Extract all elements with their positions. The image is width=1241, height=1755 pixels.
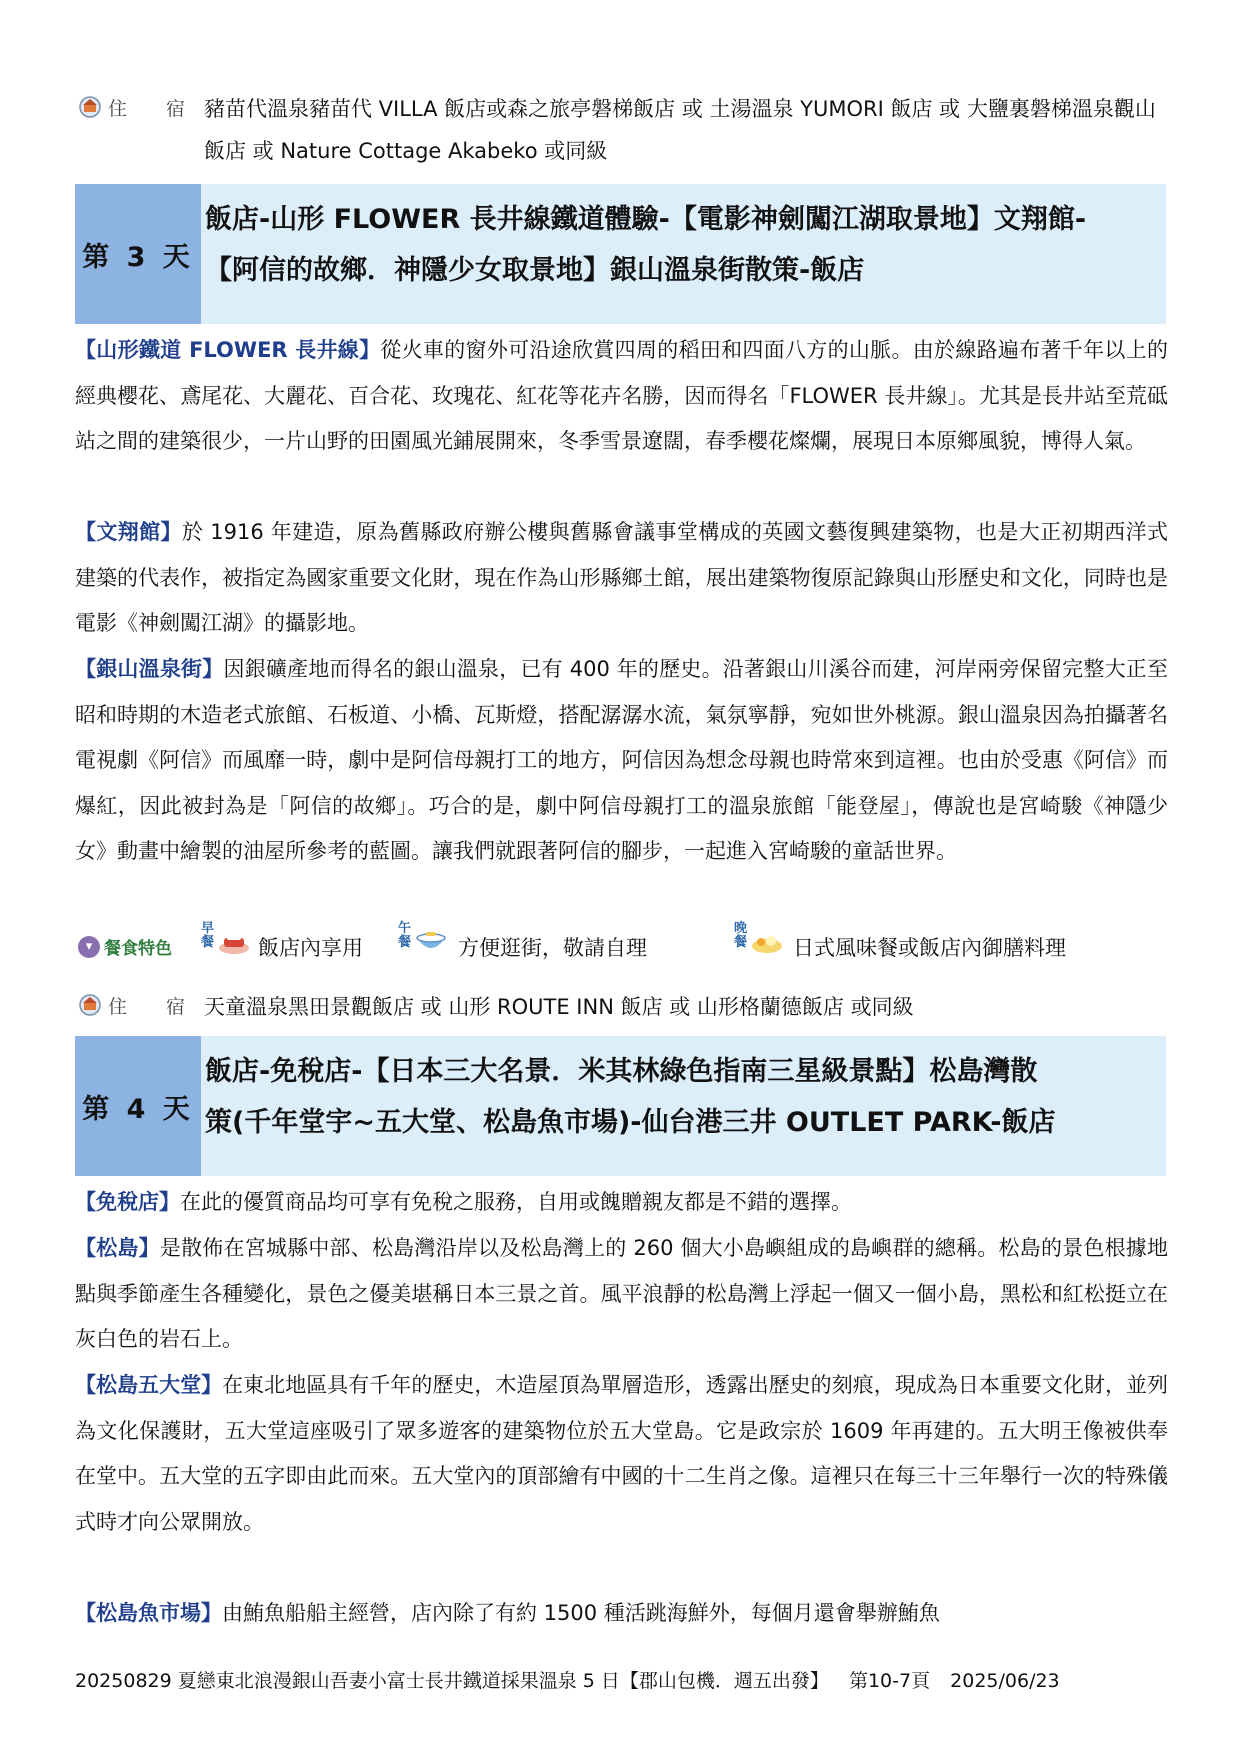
lodging-label-zhu: 住 [108, 996, 128, 1018]
lodging-text: 天童溫泉黑田景觀飯店 或 山形 ROUTE INN 飯店 或 山形格蘭德飯店 或同級 [204, 995, 914, 1019]
paragraph-keyword: 【銀山溫泉街】 [75, 657, 224, 681]
paragraph-body: 於 1916 年建造，原為舊縣政府辦公樓與舊縣會議事堂構成的英國文藝復興建築物，也是大正初期西洋式建築的代表作，被指定為國家重要文化財，現在作為山形縣鄉土館，展出建築物復原記錄與山形歷史和文化，同時也是電影《神劍闖江湖》的攝影地。 [75, 520, 1168, 635]
lunch-text: 方便逛街，敬請自理 [458, 936, 647, 960]
lodging-section-2 [78, 986, 1168, 1030]
paragraph-keyword: 【免稅店】 [75, 1190, 180, 1214]
paragraph-ginzan-onsen [75, 647, 1168, 875]
footer-date: 2025/06/23 [950, 1670, 1060, 1692]
lunch-icon [398, 922, 452, 966]
footer-tour-title: 20250829 夏戀東北浪漫銀山吾妻小富士長井鐵道採果溫泉 5 日【郡山包機．週五出發】 [75, 1670, 829, 1692]
lodging-icon [78, 994, 102, 1016]
meals-row [78, 922, 1168, 968]
paragraph-fish-market [75, 1591, 1168, 1637]
lodging-label [78, 94, 190, 120]
lodging-label-su: 宿 [166, 996, 186, 1018]
paragraph-keyword: 【松島五大堂】 [75, 1373, 223, 1397]
lodging-text: 豬苗代溫泉豬苗代 VILLA 飯店或森之旅亭磐梯飯店 或 土湯溫泉 YUMORI 飯店 或 大鹽裏磐梯溫泉觀山飯店 或 Nature Cottage Akabeko 或同級 [204, 97, 1156, 163]
paragraph-body: 因銀礦產地而得名的銀山溫泉，已有 400 年的歷史。沿著銀山川溪谷而建，河岸兩旁保留完整大正至昭和時期的木造老式旅館、石板道、小橋、瓦斯燈，搭配潺潺水流，氣氛寧靜，宛如世外桃源。銀山溫泉因為拍攝著名電視劇《阿信》而風靡一時，劇中是阿信母親打工的地方，阿信因為想念母親也時常來到這裡。也由於受惠《阿信》而爆紅，因此被封為是「阿信的故鄉」。巧合的是，劇中阿信母親打工的溫泉旅館「能登屋」，傳說也是宮崎駿《神隱少女》動畫中繪製的油屋所參考的藍圖。讓我們就跟著阿信的腳步，一起進入宮崎駿的童話世界。 [75, 657, 1168, 863]
day-3-title-line-1: 飯店-山形 FLOWER 長井線鐵道體驗-【電影神劍闖江湖取景地】文翔館- [205, 204, 1087, 235]
day-4-label: 第 4 天 [75, 1036, 201, 1176]
lodging-icon [78, 96, 102, 118]
paragraph-body: 由鮪魚船船主經營，店內除了有約 1500 種活跳海鮮外，每個月還會舉辦鮪魚 [222, 1601, 940, 1625]
paragraph-bunshokan [75, 510, 1168, 647]
lodging-label-su: 宿 [166, 98, 186, 120]
day-4-header [75, 1036, 1166, 1176]
paragraph-keyword: 【山形鐵道 FLOWER 長井線】 [75, 338, 381, 362]
meals-badge-label: 餐食特色 [104, 939, 172, 959]
lodging-label-zhu: 住 [108, 98, 128, 120]
paragraph-keyword: 【文翔館】 [75, 520, 182, 544]
paragraph-body: 在此的優質商品均可享有免稅之服務，自用或餽贈親友都是不錯的選擇。 [180, 1190, 852, 1214]
lunch-icon-text: 午餐 [398, 921, 412, 950]
paragraph-keyword: 【松島魚市場】 [75, 1601, 222, 1625]
day-4-title-line-2: 策(千年堂宇~五大堂、松島魚市場)-仙台港三井 OUTLET PARK-飯店 [205, 1107, 1056, 1138]
day-4-title-line-1: 飯店-免稅店-【日本三大名景．米其林綠色指南三星級景點】松島灣散 [205, 1056, 1038, 1087]
day-3-header [75, 184, 1166, 324]
paragraph-body: 在東北地區具有千年的歷史，木造屋頂為單層造形，透露出歷史的刻痕，現成為日本重要文化財，並列為文化保護財，五大堂這座吸引了眾多遊客的建築物位於五大堂島。它是政宗於 1609 年再建的。五大明王像被供奉在堂中。五大堂的五字即由此而來。五大堂內的頂部繪有中國的十二生肖之像。這裡只在每三十三年舉行一次的特殊儀式時才向公眾開放。 [75, 1373, 1168, 1534]
meals-badge [78, 934, 190, 960]
paragraph-keyword: 【松島】 [75, 1236, 160, 1260]
breakfast-icon-text: 早餐 [201, 921, 215, 950]
day-3-title-line-2: 【阿信的故鄉．神隱少女取景地】銀山溫泉街散策-飯店 [205, 255, 865, 286]
breakfast-text: 飯店內享用 [258, 936, 363, 960]
breakfast-icon [201, 922, 255, 966]
day-4-title [201, 1036, 1166, 1176]
lodging-label [78, 992, 190, 1018]
dinner-text: 日式風味餐或飯店內御膳料理 [793, 936, 1066, 960]
dinner-icon-text: 晚餐 [734, 921, 748, 950]
paragraph-duty-free [75, 1180, 1168, 1226]
meals-badge-icon: ▾ [78, 936, 100, 958]
paragraph-matsushima [75, 1226, 1168, 1363]
day-3-label: 第 3 天 [75, 184, 201, 324]
paragraph-yamagata-railway [75, 328, 1168, 465]
day-3-title [201, 184, 1166, 324]
paragraph-body: 從火車的窗外可沿途欣賞四周的稻田和四面八方的山脈。由於線路遍布著千年以上的經典櫻花、鳶尾花、大麗花、百合花、玫瑰花、紅花等花卉名勝，因而得名「FLOWER 長井線」。尤其是長井站至荒砥站之間的建築很少，一片山野的田園風光鋪展開來，冬季雪景遼闊，春季櫻花燦爛，展現日本原鄉風貌，博得人氣。 [75, 338, 1168, 453]
footer-page-number: 第10-7頁 [848, 1670, 931, 1692]
page-footer [75, 1666, 1168, 1693]
paragraph-godaido [75, 1363, 1168, 1545]
dinner-icon [734, 922, 788, 966]
paragraph-body: 是散佈在宮城縣中部、松島灣沿岸以及松島灣上的 260 個大小島嶼組成的島嶼群的總稱。松島的景色根據地點與季節產生各種變化，景色之優美堪稱日本三景之首。風平浪靜的松島灣上浮起一個又一個小島，黑松和紅松挺立在灰白色的岩石上。 [75, 1236, 1169, 1351]
lodging-section-1 [78, 88, 1168, 174]
